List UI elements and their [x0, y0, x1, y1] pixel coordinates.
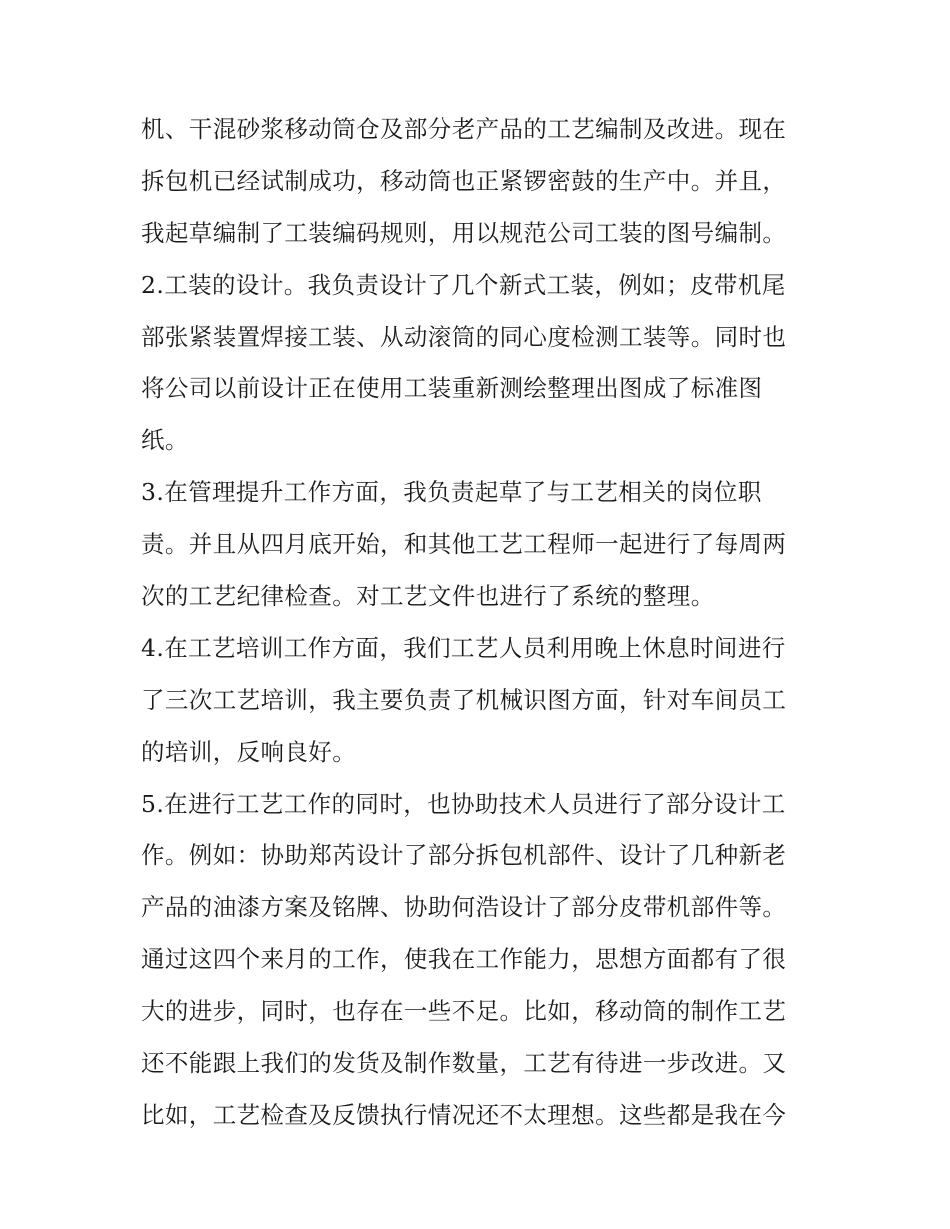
text-line: 大的进步，同时，也存在一些不足。比如，移动筒的制作工艺 — [141, 997, 787, 1026]
text-line: 了三次工艺培训，我主要负责了机械识图方面，针对车间员工 — [141, 685, 787, 714]
text-line: 纸。 — [141, 426, 189, 455]
text-line: 责。并且从四月底开始，和其他工艺工程师一起进行了每周两 — [141, 530, 787, 559]
text-line: 比如，工艺检查及反馈执行情况还不太理想。这些都是我在今 — [141, 1100, 787, 1129]
text-line: 部张紧装置焊接工装、从动滚筒的同心度检测工装等。同时也 — [141, 322, 787, 351]
text-line: 还不能跟上我们的发货及制作数量，工艺有待进一步改进。又 — [141, 1049, 787, 1078]
text-line: 产品的油漆方案及铭牌、协助何浩设计了部分皮带机部件等。 — [141, 893, 787, 922]
text-line: 3.在管理提升工作方面，我负责起草了与工艺相关的岗位职 — [141, 478, 762, 507]
text-line: 4.在工艺培训工作方面，我们工艺人员利用晚上休息时间进行 — [141, 633, 786, 662]
text-line: 我起草编制了工装编码规则，用以规范公司工装的图号编制。 — [141, 218, 787, 247]
text-line: 通过这四个来月的工作，使我在工作能力，思想方面都有了很 — [141, 945, 787, 974]
text-line: 5.在进行工艺工作的同时，也协助技术人员进行了部分设计工 — [141, 789, 786, 818]
text-line: 的培训，反响良好。 — [141, 737, 357, 766]
text-line: 将公司以前设计正在使用工装重新测绘整理出图成了标准图 — [141, 374, 763, 403]
body-text — [141, 104, 821, 1142]
text-line: 次的工艺纪律检查。对工艺文件也进行了系统的整理。 — [141, 582, 715, 611]
text-line: 作。例如：协助郑芮设计了部分拆包机部件、设计了几种新老 — [141, 841, 787, 870]
text-line: 2.工装的设计。我负责设计了几个新式工装，例如；皮带机尾 — [141, 270, 786, 299]
text-line: 拆包机已经试制成功，移动筒也正紧锣密鼓的生产中。并且， — [141, 166, 787, 195]
text-line: 机、干混砂浆移动筒仓及部分老产品的工艺编制及改进。现在 — [141, 115, 787, 143]
